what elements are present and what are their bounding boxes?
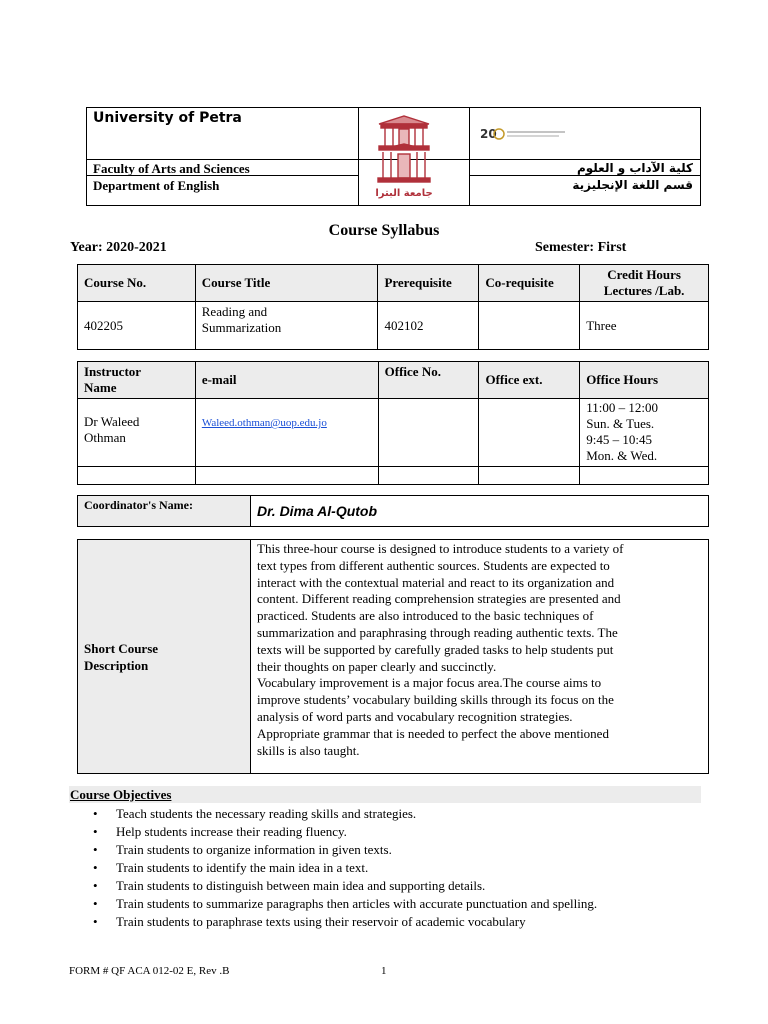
table-row bbox=[78, 496, 709, 527]
objective-text: Train students to summarize paragraphs then articles with accurate punctuation and spelling. bbox=[116, 896, 598, 911]
empty-cell bbox=[378, 467, 479, 485]
description-label-line: Short Course bbox=[84, 640, 159, 656]
course-title-line: Summarization bbox=[201, 320, 282, 335]
description-label-cell bbox=[78, 540, 251, 774]
header-divider bbox=[469, 175, 700, 176]
description-line: summarization and paraphrasing through reading authentic texts. The bbox=[257, 624, 618, 640]
department-name-arabic: قسم اللغة الإنجليزية bbox=[572, 178, 693, 192]
list-item bbox=[90, 895, 597, 913]
list-item bbox=[90, 841, 597, 859]
header-cell: Co-requisite bbox=[479, 265, 580, 302]
course-title-cell bbox=[195, 302, 378, 350]
page-number: 1 bbox=[381, 965, 387, 977]
description-line: skills is also taught. bbox=[257, 742, 360, 758]
description-line: Vocabulary improvement is a major focus area.The course aims to bbox=[257, 675, 602, 691]
course-info-table bbox=[77, 264, 709, 350]
instructor-name-line: Dr Waleed bbox=[84, 414, 140, 429]
semester: Semester: First bbox=[535, 240, 627, 255]
objectives-heading-bar bbox=[69, 786, 701, 803]
department-name: Department of English bbox=[93, 178, 220, 193]
header-cell: Course Title bbox=[195, 265, 378, 302]
bullet-icon: • bbox=[93, 896, 98, 911]
bullet-icon: • bbox=[93, 842, 98, 857]
header-cell: Office No. bbox=[378, 362, 479, 399]
description-line: practiced. Students are also introduced to the basic techniques of bbox=[257, 608, 594, 624]
description-label-line: Description bbox=[84, 657, 149, 673]
instructor-email-link[interactable]: Waleed.othman@uop.edu.jo bbox=[201, 417, 327, 429]
office-number bbox=[378, 399, 479, 467]
university-logo-icon bbox=[375, 114, 433, 202]
table-row bbox=[78, 399, 709, 467]
table-header-row bbox=[78, 362, 709, 399]
list-item bbox=[90, 913, 597, 931]
header-box bbox=[86, 107, 701, 206]
instructor-label: Instructor bbox=[84, 364, 142, 379]
header-divider bbox=[358, 108, 359, 205]
university-name: University of Petra bbox=[93, 110, 242, 126]
bullet-icon: • bbox=[93, 806, 98, 821]
form-number: FORM # QF ACA 012-02 E, Rev .B bbox=[69, 965, 230, 977]
email-cell bbox=[195, 399, 378, 467]
office-hours-line: Mon. & Wed. bbox=[586, 448, 658, 463]
bullet-icon: • bbox=[93, 878, 98, 893]
header-cell: Prerequisite bbox=[378, 265, 479, 302]
instructor-name-cell bbox=[78, 399, 196, 467]
prerequisite: 402102 bbox=[378, 302, 479, 350]
description-line: Appropriate grammar that is needed to perfect the above mentioned bbox=[257, 725, 609, 741]
header-cell: Course No. bbox=[78, 265, 196, 302]
header-cell: Office Hours bbox=[580, 362, 709, 399]
coordinator-label: Coordinator's Name: bbox=[78, 496, 251, 527]
faculty-name-arabic: كلية الآداب و العلوم bbox=[576, 161, 693, 175]
description-line: their thoughts on paper clearly and succinctly. bbox=[257, 658, 497, 674]
office-extension bbox=[479, 399, 580, 467]
bullet-icon: • bbox=[93, 914, 98, 929]
office-hours-line: Sun. & Tues. bbox=[586, 416, 655, 431]
list-item bbox=[90, 877, 597, 895]
corequisite bbox=[479, 302, 580, 350]
empty-cell bbox=[580, 467, 709, 485]
objective-text: Train students to identify the main idea in a text. bbox=[116, 860, 369, 875]
description-line: content. Different reading comprehension strategies are presented and bbox=[257, 591, 621, 607]
list-item bbox=[90, 805, 597, 823]
instructor-table bbox=[77, 361, 709, 485]
table-row bbox=[78, 540, 709, 774]
list-item bbox=[90, 859, 597, 877]
empty-cell bbox=[479, 467, 580, 485]
description-text-cell bbox=[251, 540, 709, 774]
office-hours-cell bbox=[580, 399, 709, 467]
credit-hours-label: Credit Hours bbox=[607, 267, 681, 282]
instructor-name-line: Othman bbox=[84, 430, 126, 445]
anniversary-logo-icon bbox=[479, 126, 569, 142]
objective-text: Teach students the necessary reading skills and strategies. bbox=[116, 806, 417, 821]
office-hours-line: 9:45 – 10:45 bbox=[586, 432, 652, 447]
table-header-row bbox=[78, 265, 709, 302]
course-number: 402205 bbox=[78, 302, 196, 350]
empty-cell bbox=[195, 467, 378, 485]
description-line: This three-hour course is designed to introduce students to a variety of bbox=[257, 541, 624, 556]
objectives-heading: Course Objectives bbox=[70, 787, 172, 802]
objective-text: Train students to paraphrase texts using their reservoir of academic vocabulary bbox=[116, 914, 526, 929]
table-row bbox=[78, 302, 709, 350]
anniversary-logo-text: 20 bbox=[480, 127, 497, 141]
table-row-empty bbox=[78, 467, 709, 485]
coordinator-table bbox=[77, 495, 709, 527]
lectures-lab-label: Lectures /Lab. bbox=[603, 283, 685, 298]
page-title: Course Syllabus bbox=[328, 222, 440, 239]
description-line: analysis of word parts and vocabulary recognition strategies. bbox=[257, 708, 573, 724]
objective-text: Help students increase their reading fluency. bbox=[116, 824, 347, 839]
objectives-list bbox=[90, 805, 597, 931]
list-item bbox=[90, 823, 597, 841]
header-cell bbox=[580, 265, 709, 302]
header-cell: e-mail bbox=[195, 362, 378, 399]
course-title-line: Reading and bbox=[201, 304, 268, 319]
description-line: texts will be supported by carefully graded tasks to help students put bbox=[257, 641, 614, 657]
description-line: text types from different authentic sources. Students are expected to bbox=[257, 557, 610, 573]
description-line: interact with the contextual material and react to its organization and bbox=[257, 574, 615, 590]
header-divider bbox=[469, 108, 470, 205]
office-hours-line: 11:00 – 12:00 bbox=[586, 400, 658, 415]
header-cell: Office ext. bbox=[479, 362, 580, 399]
name-label: Name bbox=[84, 380, 117, 395]
objective-text: Train students to distinguish between main idea and supporting details. bbox=[116, 878, 486, 893]
coordinator-name: Dr. Dima Al-Qutob bbox=[251, 496, 709, 527]
empty-cell bbox=[78, 467, 196, 485]
bullet-icon: • bbox=[93, 860, 98, 875]
logo-arabic-text: جامعة البترا bbox=[375, 188, 433, 199]
header-cell bbox=[78, 362, 196, 399]
academic-year: Year: 2020-2021 bbox=[70, 240, 167, 255]
faculty-name: Faculty of Arts and Sciences bbox=[93, 161, 250, 176]
bullet-icon: • bbox=[93, 824, 98, 839]
objective-text: Train students to organize information in given texts. bbox=[116, 842, 392, 857]
description-table bbox=[77, 539, 709, 774]
credit-hours: Three bbox=[580, 302, 709, 350]
description-line: improve students’ vocabulary building skills through its focus on the bbox=[257, 692, 614, 708]
